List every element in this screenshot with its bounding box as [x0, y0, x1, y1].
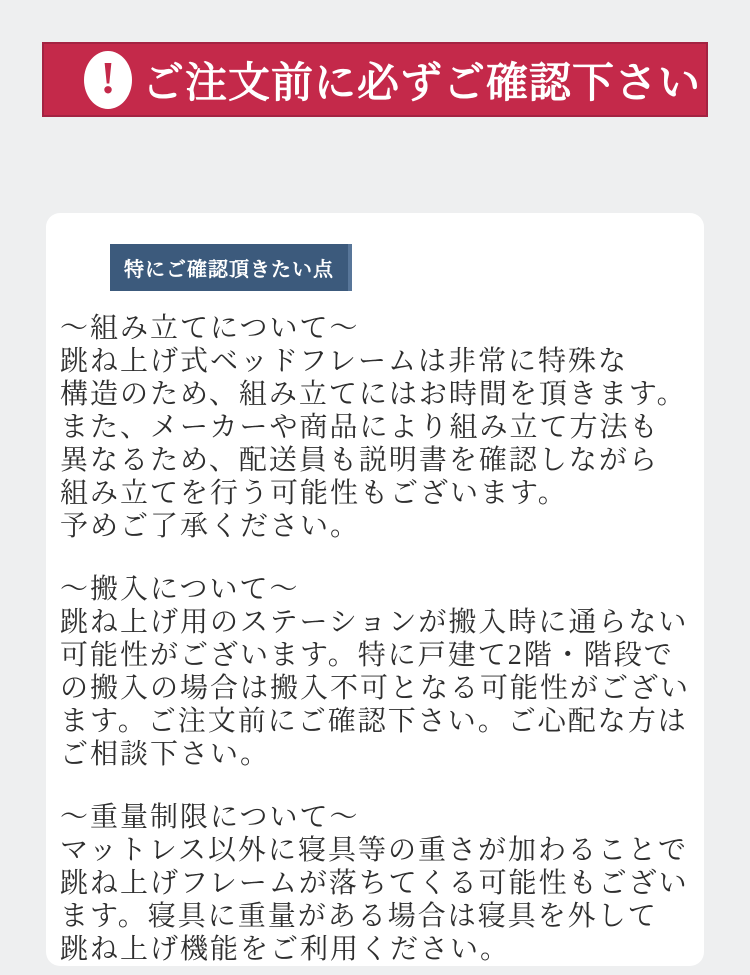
section-line: ます。ご注文前にご確認下さい。ご心配な方は	[60, 706, 688, 737]
banner-title: ご注文前に必ずご確認下さい	[142, 60, 702, 107]
section-line: また、メーカーや商品により組み立て方法も	[60, 412, 660, 443]
notice-section	[60, 801, 690, 966]
section-line: 組み立てを行う可能性もございます。	[60, 478, 568, 509]
pre-order-notice-banner	[42, 42, 708, 117]
section-line: 跳ね上げ式ベッドフレームは非常に特殊な	[60, 346, 629, 377]
exclamation-glyph: !	[100, 51, 116, 103]
notice-section	[60, 312, 690, 543]
notice-sections	[60, 312, 690, 966]
section-line: 跳ね上げ用のステーションが搬入時に通らない	[60, 607, 689, 638]
notice-card	[46, 213, 704, 966]
section-line: 予めご了承ください。	[60, 511, 361, 542]
section-heading: ～重量制限について～	[60, 802, 360, 833]
section-line: 構造のため、組み立てにはお時間を頂きます。	[60, 379, 687, 410]
section-line: マットレス以外に寝具等の重さが加わることで	[60, 835, 689, 866]
section-heading: ～組み立てについて～	[60, 313, 360, 344]
section-line: 異なるため、配送員も説明書を確認しながら	[60, 445, 659, 476]
section-line: の搬入の場合は搬入不可となる可能性がござい	[60, 673, 691, 704]
section-line: ご相談下さい。	[60, 739, 271, 770]
exclamation-icon	[84, 51, 132, 109]
notice-section	[60, 573, 690, 771]
section-heading: ～搬入について～	[60, 574, 300, 605]
highlight-points-badge: 特にご確認頂きたい点	[110, 244, 352, 291]
section-line: 可能性がございます。特に戸建て2階・階段で	[60, 640, 674, 671]
section-line: ます。寝具に重量がある場合は寝具を外して	[60, 901, 658, 932]
section-line: 跳ね上げフレームが落ちてくる可能性もござい	[60, 868, 689, 899]
section-line: 跳ね上げ機能をご利用ください。	[60, 934, 511, 965]
